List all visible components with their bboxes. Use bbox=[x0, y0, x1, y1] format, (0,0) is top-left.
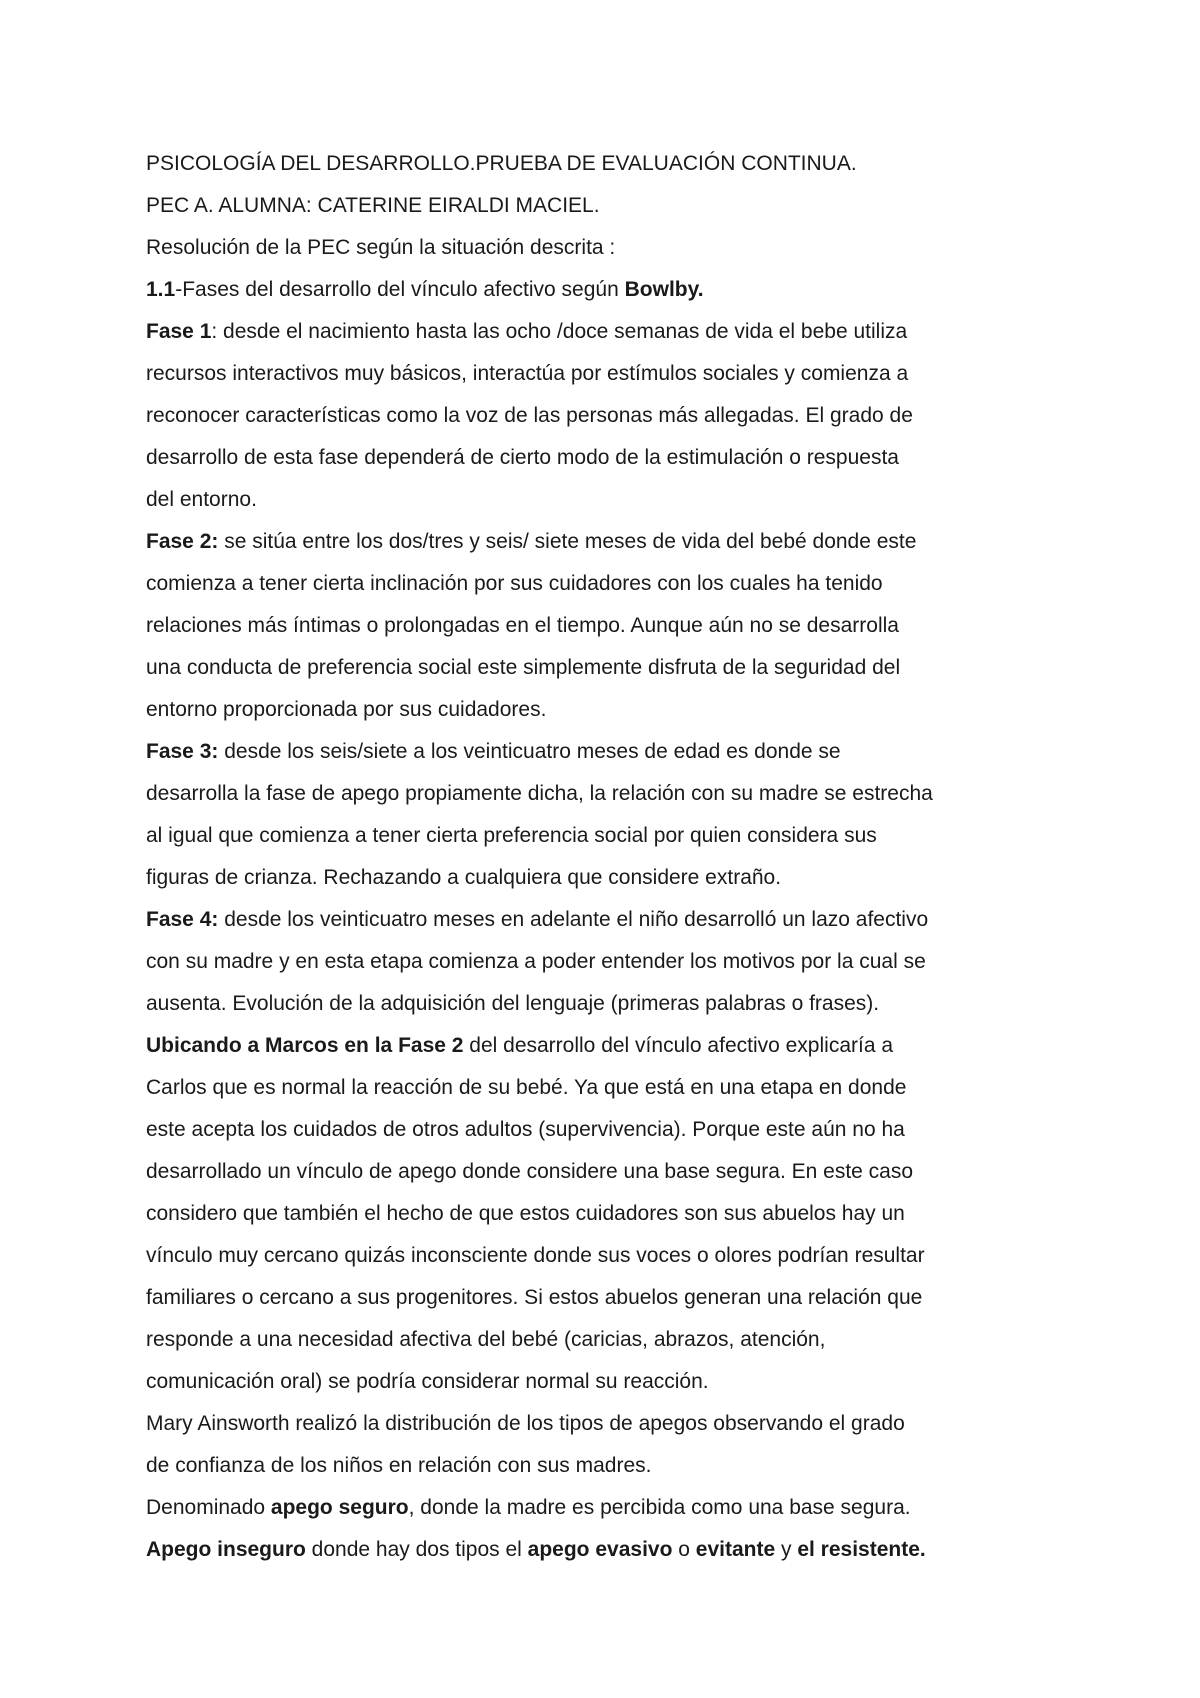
apego-seguro-line bbox=[146, 1487, 1062, 1529]
intro-line: Resolución de la PEC según la situación descrita : bbox=[146, 236, 616, 259]
fase3-text-1: desde los seis/siete a los veinticuatro meses de edad es donde se bbox=[218, 740, 841, 763]
fase3-line-1 bbox=[146, 731, 1062, 773]
ubicando-line-7: familiares o cercano a sus progenitores. Si estos abuelos generan una relación que bbox=[146, 1286, 923, 1309]
section-heading-author: Bowlby. bbox=[624, 278, 704, 301]
document-title: PSICOLOGÍA DEL DESARROLLO.PRUEBA DE EVALUACIÓN CONTINUA. bbox=[146, 152, 857, 175]
author-line: PEC A. ALUMNA: CATERINE EIRALDI MACIEL. bbox=[146, 194, 600, 217]
section-heading bbox=[146, 269, 1062, 311]
apego-inseguro-text-1: donde hay dos tipos el bbox=[305, 1538, 528, 1561]
section-heading-text: -Fases del desarrollo del vínculo afectivo según bbox=[175, 278, 625, 301]
ainsworth-line-1: Mary Ainsworth realizó la distribución de los tipos de apegos observando el grado bbox=[146, 1412, 905, 1435]
fase1-label: Fase 1 bbox=[146, 320, 212, 343]
ainsworth-line-2: de confianza de los niños en relación con sus madres. bbox=[146, 1454, 652, 1477]
fase1-line-4: desarrollo de esta fase dependerá de cierto modo de la estimulación o respuesta bbox=[146, 446, 899, 469]
fase1-line-3: reconocer características como la voz de las personas más allegadas. El grado de bbox=[146, 404, 913, 427]
ubicando-line-3: este acepta los cuidados de otros adultos (supervivencia). Porque este aún no ha bbox=[146, 1118, 905, 1141]
section-number: 1.1 bbox=[146, 278, 176, 301]
fase2-text-1: se sitúa entre los dos/tres y seis/ siete meses de vida del bebé donde este bbox=[218, 530, 917, 553]
ubicando-text-1: del desarrollo del vínculo afectivo explicaría a bbox=[463, 1034, 894, 1057]
ubicando-line-6: vínculo muy cercano quizás inconsciente donde sus voces o olores podrían resultar bbox=[146, 1244, 925, 1267]
ubicando-line-8: responde a una necesidad afectiva del bebé (caricias, abrazos, atención, bbox=[146, 1328, 826, 1351]
apego-inseguro-term: Apego inseguro bbox=[146, 1538, 306, 1561]
fase4-text-1: desde los veinticuatro meses en adelante el niño desarrolló un lazo afectivo bbox=[218, 908, 929, 931]
apego-seguro-term: apego seguro bbox=[270, 1496, 409, 1519]
evitante-term: evitante bbox=[695, 1538, 776, 1561]
fase3-line-3: al igual que comienza a tener cierta preferencia social por quien considera sus bbox=[146, 824, 877, 847]
fase1-line-5: del entorno. bbox=[146, 488, 257, 511]
fase2-line-5: entorno proporcionada por sus cuidadores. bbox=[146, 698, 547, 721]
ubicando-line-1 bbox=[146, 1025, 1062, 1067]
apego-inseguro-line bbox=[146, 1529, 1062, 1571]
ubicando-line-9: comunicación oral) se podría considerar normal su reacción. bbox=[146, 1370, 709, 1393]
apego-inseguro-text-3: y bbox=[775, 1538, 798, 1561]
fase2-line-1 bbox=[146, 521, 1062, 563]
fase3-line-4: figuras de crianza. Rechazando a cualquiera que considere extraño. bbox=[146, 866, 782, 889]
document-page bbox=[146, 143, 1062, 1571]
fase2-line-3: relaciones más íntimas o prolongadas en el tiempo. Aunque aún no se desarrolla bbox=[146, 614, 899, 637]
fase4-line-3: ausenta. Evolución de la adquisición del lenguaje (primeras palabras o frases). bbox=[146, 992, 880, 1015]
fase1-line-2: recursos interactivos muy básicos, interactúa por estímulos sociales y comienza a bbox=[146, 362, 909, 385]
ubicando-line-2: Carlos que es normal la reacción de su bebé. Ya que está en una etapa en donde bbox=[146, 1076, 907, 1099]
ubicando-bold: Ubicando a Marcos en la Fase 2 bbox=[146, 1034, 464, 1057]
apego-inseguro-text-2: o bbox=[672, 1538, 696, 1561]
fase2-label: Fase 2: bbox=[146, 530, 219, 553]
resistente-term: el resistente. bbox=[797, 1538, 926, 1561]
ubicando-line-4: desarrollado un vínculo de apego donde considere una base segura. En este caso bbox=[146, 1160, 914, 1183]
apego-seguro-suffix: , donde la madre es percibida como una base segura. bbox=[408, 1496, 911, 1519]
fase3-label: Fase 3: bbox=[146, 740, 219, 763]
fase4-line-1 bbox=[146, 899, 1062, 941]
ubicando-line-5: considero que también el hecho de que estos cuidadores son sus abuelos hay un bbox=[146, 1202, 905, 1225]
fase1-text-1: : desde el nacimiento hasta las ocho /doce semanas de vida el bebe utiliza bbox=[211, 320, 908, 343]
fase2-line-4: una conducta de preferencia social este simplemente disfruta de la seguridad del bbox=[146, 656, 901, 679]
fase1-line-1 bbox=[146, 311, 1062, 353]
fase4-label: Fase 4: bbox=[146, 908, 219, 931]
apego-evasivo-term: apego evasivo bbox=[527, 1538, 673, 1561]
fase3-line-2: desarrolla la fase de apego propiamente dicha, la relación con su madre se estrecha bbox=[146, 782, 933, 805]
fase2-line-2: comienza a tener cierta inclinación por sus cuidadores con los cuales ha tenido bbox=[146, 572, 883, 595]
apego-seguro-prefix: Denominado bbox=[146, 1496, 271, 1519]
fase4-line-2: con su madre y en esta etapa comienza a poder entender los motivos por la cual se bbox=[146, 950, 926, 973]
